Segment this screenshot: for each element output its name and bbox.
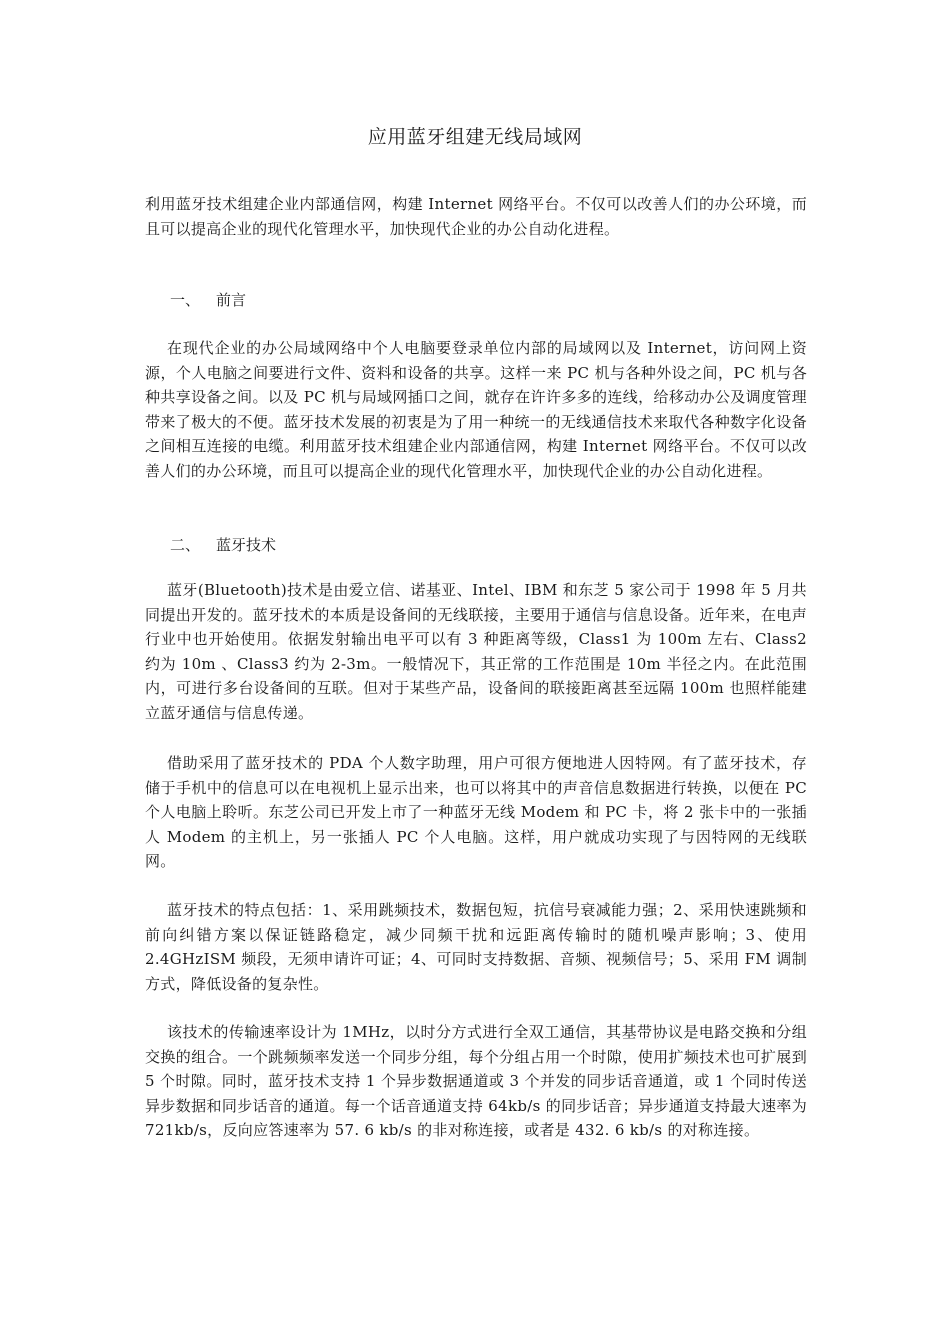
body-paragraph: 借助采用了蓝牙技术的 PDA 个人数字助理，用户可很方便地进人因特网。有了蓝牙技术，存储于手机中的信息可以在电视机上显示出来，也可以将其中的声音信息数据进行转换，以便在 PC 个人电脑上聆听。东芝公司已开发上市了一种蓝牙无线 Modem 和 PC 卡，将 2 张卡中的一张插人 Modem 的主机上，另一张插人 PC 个人电脑。这样，用户就成功实现了与因特网的无线联网。: [145, 754, 807, 871]
section-number: 一、: [170, 291, 201, 309]
body-paragraph: 蓝牙技术的特点包括：1、采用跳频技术，数据包短，抗信号衰减能力强；2、采用快速跳频和前向纠错方案以保证链路稳定，减少同频干扰和远距离传输时的随机噪声影响；3、使用 2.4GHzISM 频段，无须申请许可证；4、可同时支持数据、音频、视频信号；5、采用 FM 调制方式，降低设备的复杂性。: [145, 901, 807, 993]
section-heading-text: 前言: [216, 291, 247, 309]
section-heading-text: 蓝牙技术: [216, 536, 277, 554]
document-title: 应用蓝牙组建无线局域网: [367, 126, 583, 148]
abstract-paragraph: 利用蓝牙技术组建企业内部通信网，构建 Internet 网络平台。不仅可以改善人们的办公环境，而且可以提高企业的现代化管理水平，加快现代企业的办公自动化进程。: [145, 195, 807, 238]
body-paragraph: 该技术的传输速率设计为 1MHz，以时分方式进行全双工通信，其基带协议是电路交换和分组交换的组合。一个跳频频率发送一个同步分组，每个分组占用一个时隙，使用扩频技术也可扩展到 5 个时隙。同时，蓝牙技术支持 1 个异步数据通道或 3 个并发的同步话音通道，或 1 个同时传送异步数据和同步话音的通道。每一个话音通道支持 64kb/s 的同步话音；异步通道支持最大速率为 721kb/s，反向应答速率为 57. 6 kb/s 的非对称连接，或者是 432. 6 kb/s 的对称连接。: [145, 1023, 807, 1140]
body-paragraph: 蓝牙(Bluetooth)技术是由爱立信、诺基亚、Intel、IBM 和东芝 5 家公司于 1998 年 5 月共同提出开发的。蓝牙技术的本质是设备间的无线联接，主要用于通信与信息设备。近年来，在电声行业中也开始使用。依据发射输出电平可以有 3 种距离等级，Class1 为 100m 左右、Class2 约为 10m 、Class3 约为 2-3m。一般情况下，其正常的工作范围是 10m 半径之内。在此范围内，可进行多台设备间的互联。但对于某些产品，设备间的联接距离甚至远隔 100m 也照样能建立蓝牙通信与信息传递。: [145, 581, 807, 722]
body-paragraph: 在现代企业的办公局域网络中个人电脑要登录单位内部的局域网以及 Internet，访问网上资源，个人电脑之间要进行文件、资料和设备的共享。这样一来 PC 机与各种外设之间，PC 机与各种共享设备之间。以及 PC 机与局域网插口之间，就存在许许多多的连线，给移动办公及调度管理带来了极大的不便。蓝牙技术发展的初衷是为了用一种统一的无线通信技术来取代各种数字化设备之间相互连接的电缆。利用蓝牙技术组建企业内部通信网，构建 Internet 网络平台。不仅可以改善人们的办公环境，而且可以提高企业的现代化管理水平，加快现代企业的办公自动化进程。: [145, 339, 807, 480]
section-heading-bluetooth: [170, 533, 276, 557]
section-number: 二、: [170, 536, 201, 554]
section-heading-introduction: [170, 288, 246, 312]
